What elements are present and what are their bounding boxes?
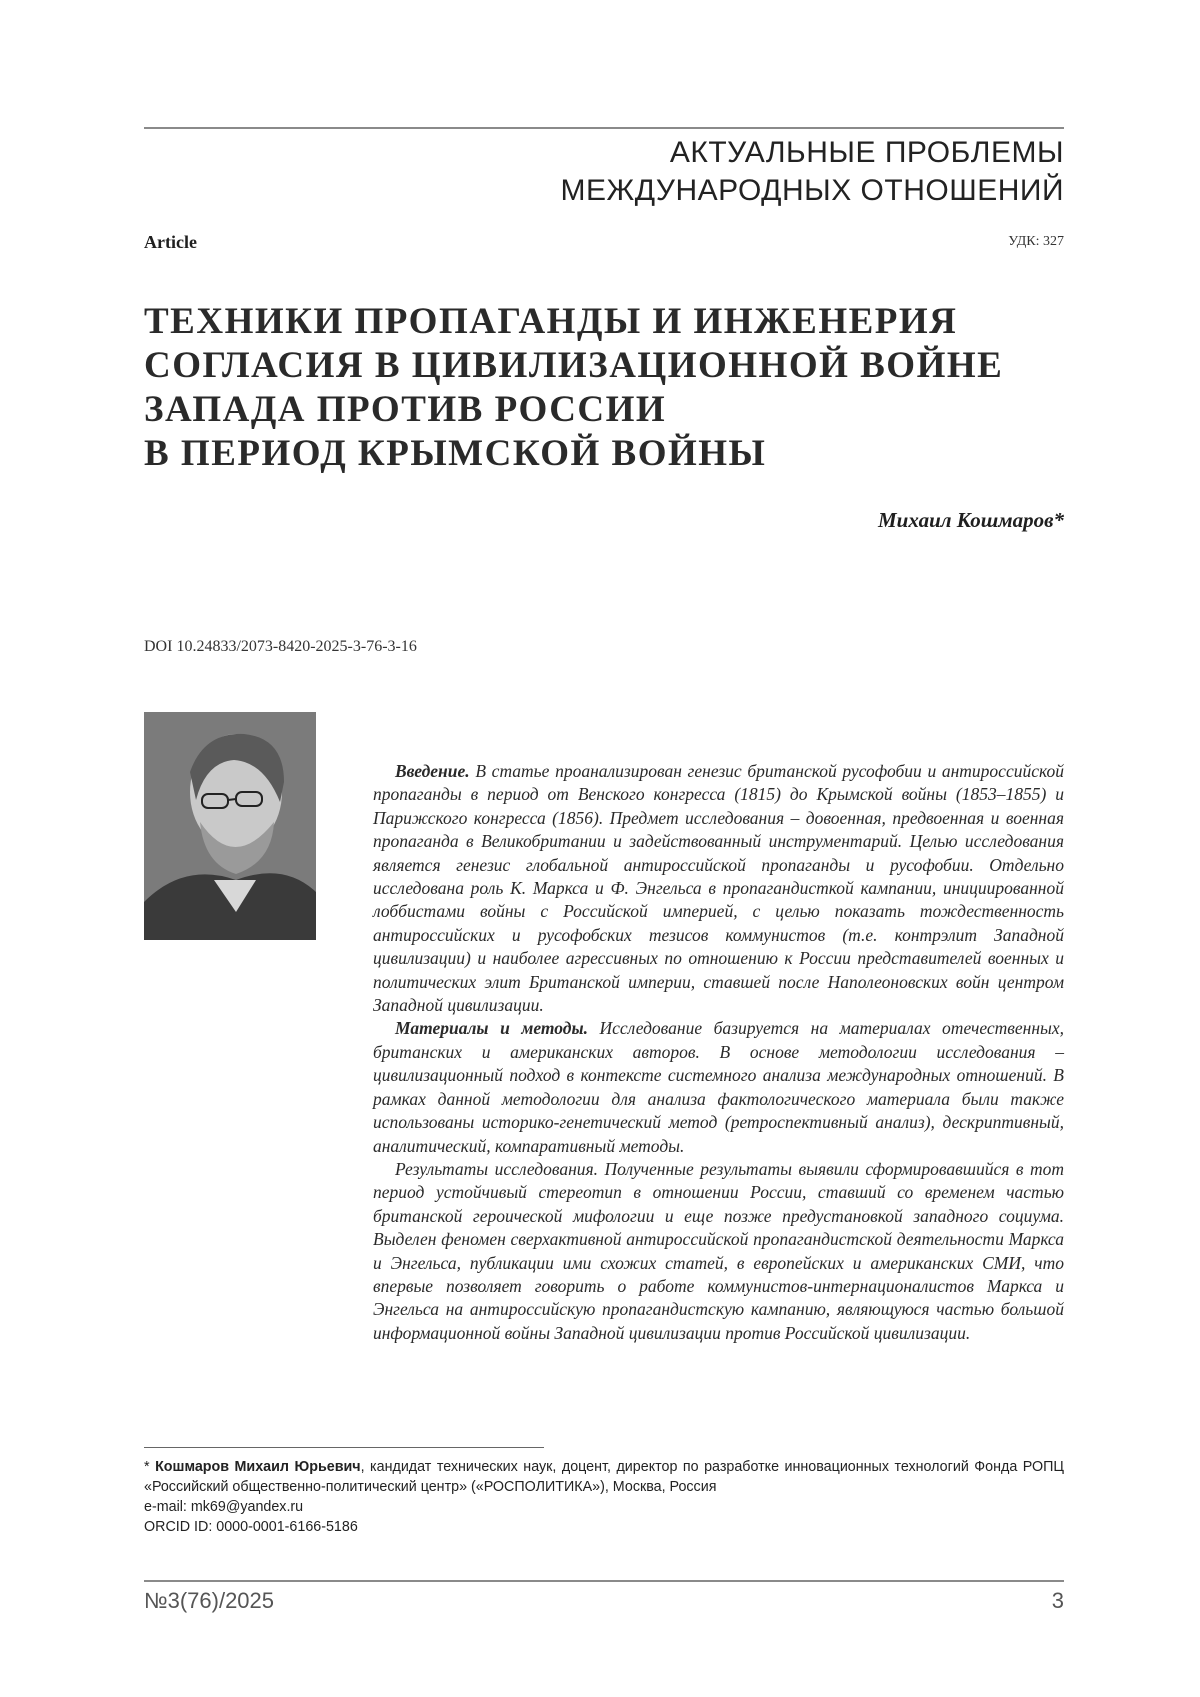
article-title	[144, 300, 1074, 476]
abstract-methods-text: Исследование базируется на материалах отечественных, британских и американских авторов. В основе методологии исследования – цивилизационный подход в контексте системного анализа международных отношений. В рамках данной методологии для анализа фактологического материала были также использованы историко-генетический метод (ретроспективный анализ), дескриптивный, аналитический, компаративный методы.	[373, 1018, 1064, 1155]
title-line: ЗАПАДА ПРОТИВ РОССИИ	[144, 388, 1074, 432]
journal-title-line-2: МЕЖДУНАРОДНЫХ ОТНОШЕНИЙ	[561, 172, 1064, 210]
page-number: 3	[1052, 1588, 1064, 1614]
title-line: ТЕХНИКИ ПРОПАГАНДЫ И ИНЖЕНЕРИЯ	[144, 300, 1074, 344]
abstract-introduction	[373, 760, 1064, 1017]
footnote-email: e-mail: mk69@yandex.ru	[144, 1497, 1064, 1517]
top-rule	[144, 127, 1064, 129]
doi: DOI 10.24833/2073-8420-2025-3-76-3-16	[144, 638, 417, 656]
author-footnote	[144, 1457, 1064, 1537]
udc-code: УДК: 327	[1008, 234, 1064, 250]
footnote-author-name: Кошмаров Михаил Юрьевич	[155, 1459, 361, 1475]
abstract-introduction-label: Введение.	[395, 761, 470, 781]
author-name: Михаил Кошмаров*	[878, 508, 1064, 533]
footnote-rule	[144, 1447, 544, 1448]
bottom-rule	[144, 1580, 1064, 1582]
footnote-affiliation: , кандидат технических наук, доцент, директор по разработке инновационных технологий Фонда РОПЦ «Российский общественно-политический центр» («РОСПОЛИТИКА»), Москва, Россия	[144, 1459, 1064, 1495]
abstract-introduction-text: В статье проанализирован генезис британской русофобии и антироссийской пропаганды в период от Венского конгресса (1815) до Крымской войны (1853–1855) и Парижского конгресса (1856). Предмет исследования – довоенная, предвоенная и военная пропаганда в Великобритании и задействованный инструментарий. Целью исследования является генезис глобальной антироссийской пропаганды и русофобии. Отдельно исследована роль К. Маркса и Ф. Энгельса в пропагандисткой кампании, инициированной лоббистами войны с Российской империей, с целью показать тождественность антироссийских и русофобских тезисов коммунистов (т.е. контрэлит Западной цивилизации) и наиболее агрессивных по отношению к России представителей военных и политических элит Британской империи, ставшей после Наполеоновских войн центром Западной цивилизации.	[373, 761, 1064, 1015]
author-photo	[144, 712, 316, 940]
footnote-affiliation-line	[144, 1457, 1064, 1497]
title-line: СОГЛАСИЯ В ЦИВИЛИЗАЦИОННОЙ ВОЙНЕ	[144, 344, 1074, 388]
journal-title	[561, 134, 1064, 210]
issue-number: №3(76)/2025	[144, 1588, 274, 1614]
abstract	[373, 760, 1064, 1345]
journal-title-line-1: АКТУАЛЬНЫЕ ПРОБЛЕМЫ	[561, 134, 1064, 172]
author-portrait-image	[144, 712, 316, 940]
article-type-label: Article	[144, 232, 197, 253]
abstract-results: Результаты исследования. Полученные результаты выявили сформировавшийся в тот период устойчивый стереотип в отношении России, ставший со временем частью британской героической мифологии и еще позже предустановкой западного социума. Выделен феномен сверхактивной антироссийской пропагандистской деятельности Маркса и Энгельса, публикации ими схожих статей, в европейских и американских СМИ, что впервые позволяет говорить о работе коммунистов-интернационалистов Маркса и Энгельса на антироссийскую пропагандистскую кампанию, являющуюся частью большой информационной войны Западной цивилизации против Российской цивилизации.	[373, 1158, 1064, 1345]
abstract-methods	[373, 1017, 1064, 1157]
footnote-marker: *	[144, 1459, 155, 1475]
title-line: В ПЕРИОД КРЫМСКОЙ ВОЙНЫ	[144, 432, 1074, 476]
footnote-orcid: ORCID ID: 0000-0001-6166-5186	[144, 1517, 1064, 1537]
abstract-methods-label: Материалы и методы.	[395, 1018, 588, 1038]
